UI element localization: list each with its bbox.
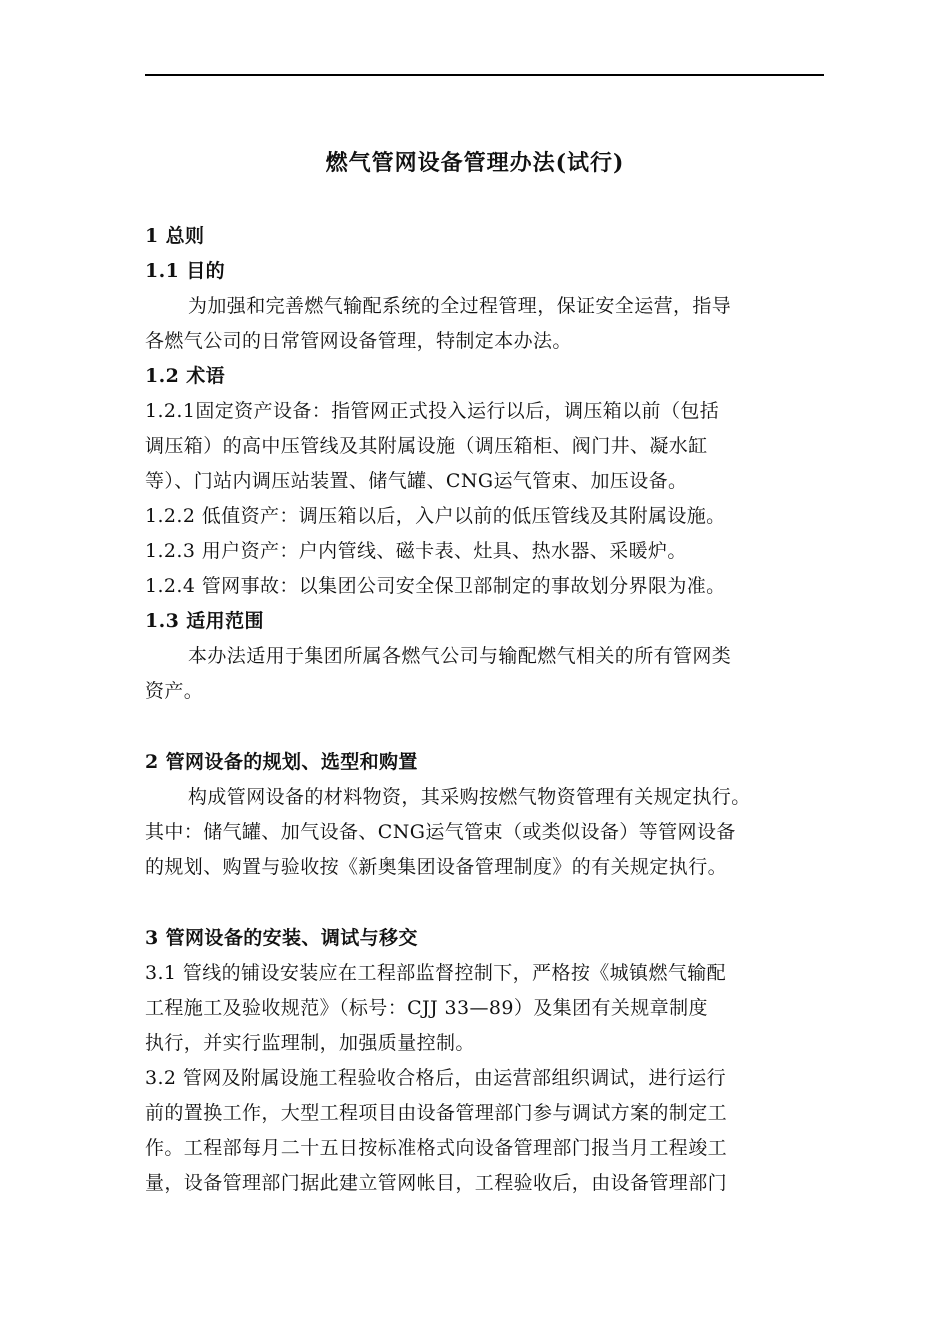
- paragraph-line: 等）、门站内调压站装置、储气罐、CNG运气管束、加压设备。: [145, 470, 688, 492]
- header-rule: [145, 74, 824, 76]
- section-heading-1: 1 总则: [145, 225, 205, 247]
- paragraph-line: 构成管网设备的材料物资，其采购按燃气物资管理有关规定执行。: [188, 786, 751, 808]
- subsection-heading-1-2: 1.2 术语: [145, 365, 226, 387]
- paragraph-line: 资产。: [145, 680, 204, 702]
- paragraph-line: 工程施工及验收规范》（标号：CJJ 33—89）及集团有关规章制度: [145, 997, 708, 1019]
- paragraph-line: 作。工程部每月二十五日按标准格式向设备管理部门报当月工程竣工: [145, 1137, 728, 1159]
- subsection-heading-1-3: 1.3 适用范围: [145, 610, 264, 632]
- paragraph-line: 的规划、购置与验收按《新奥集团设备管理制度》的有关规定执行。: [145, 856, 728, 878]
- subsection-heading-1-1: 1.1 目的: [145, 260, 226, 282]
- paragraph-line: 1.2.2 低值资产：调压箱以后，入户以前的低压管线及其附属设施。: [145, 505, 726, 527]
- section-heading-3: 3 管网设备的安装、调试与移交: [145, 927, 418, 949]
- paragraph-line: 其中：储气罐、加气设备、CNG运气管束（或类似设备）等管网设备: [145, 821, 736, 843]
- paragraph-line: 执行，并实行监理制，加强质量控制。: [145, 1032, 475, 1054]
- paragraph-line: 调压箱）的高中压管线及其附属设施（调压箱柜、阀门井、凝水缸: [145, 435, 708, 457]
- paragraph-line: 为加强和完善燃气输配系统的全过程管理，保证安全运营，指导: [188, 295, 732, 317]
- document-title: 燃气管网设备管理办法(试行): [325, 150, 625, 176]
- paragraph-line: 3.1 管线的铺设安装应在工程部监督控制下，严格按《城镇燃气输配: [145, 962, 727, 984]
- paragraph-line: 3.2 管网及附属设施工程验收合格后，由运营部组织调试，进行运行: [145, 1067, 727, 1089]
- paragraph-line: 1.2.3 用户资产：户内管线、磁卡表、灶具、热水器、采暖炉。: [145, 540, 687, 562]
- paragraph-line: 1.2.4 管网事故：以集团公司安全保卫部制定的事故划分界限为准。: [145, 575, 726, 597]
- paragraph-line: 量，设备管理部门据此建立管网帐目，工程验收后，由设备管理部门: [145, 1172, 728, 1194]
- paragraph-line: 前的置换工作，大型工程项目由设备管理部门参与调试方案的制定工: [145, 1102, 728, 1124]
- paragraph-line: 本办法适用于集团所属各燃气公司与输配燃气相关的所有管网类: [188, 645, 732, 667]
- paragraph-line: 各燃气公司的日常管网设备管理，特制定本办法。: [145, 330, 572, 352]
- section-heading-2: 2 管网设备的规划、选型和购置: [145, 751, 418, 773]
- paragraph-line: 1.2.1固定资产设备：指管网正式投入运行以后，调压箱以前（包括: [145, 400, 720, 422]
